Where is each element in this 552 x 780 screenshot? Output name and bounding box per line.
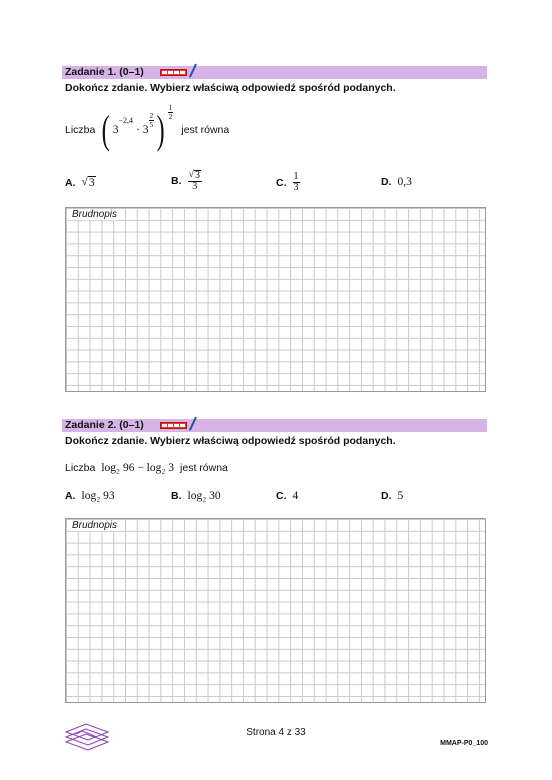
fraction bbox=[188, 170, 203, 192]
answer-1b[interactable] bbox=[171, 170, 202, 192]
denominator: 3 bbox=[192, 181, 198, 192]
scratch-label: Brudnopis bbox=[72, 520, 118, 531]
numerator: 1 bbox=[293, 171, 299, 182]
fraction bbox=[293, 172, 300, 193]
answer-letter: C. bbox=[276, 490, 287, 502]
base-1: 3 bbox=[112, 124, 119, 136]
outer-exponent-den: 2 bbox=[168, 111, 173, 121]
answer-letter: C. bbox=[276, 176, 287, 189]
answer-letter: D. bbox=[381, 176, 392, 188]
answer-value: log₂ 30 bbox=[187, 490, 221, 502]
task-2-title: Zadanie 2. (0–1) bbox=[65, 419, 144, 431]
score-box-icon bbox=[160, 69, 187, 76]
exponent-1: −2,4 bbox=[118, 116, 133, 125]
task-1-question bbox=[65, 103, 230, 152]
scratch-grid-2[interactable] bbox=[65, 518, 486, 703]
task-2-header bbox=[62, 419, 487, 432]
score-box-icon bbox=[160, 422, 187, 429]
answer-letter: A. bbox=[65, 490, 76, 502]
answer-1a[interactable] bbox=[65, 176, 96, 189]
answer-2c[interactable] bbox=[276, 490, 298, 502]
page-number: Strona 4 z 33 bbox=[246, 727, 306, 738]
document-code: MMAP-P0_100 bbox=[440, 740, 488, 747]
task-2-question bbox=[65, 462, 228, 474]
exponent-2-fraction bbox=[149, 112, 155, 128]
answer-letter: B. bbox=[171, 490, 182, 502]
log-expression: log₂ 96 − log₂ 3 bbox=[101, 462, 175, 474]
answer-value: 4 bbox=[292, 490, 299, 502]
scratch-grid-1[interactable] bbox=[65, 207, 486, 392]
question-prefix: Liczba bbox=[65, 124, 96, 136]
answer-2b[interactable] bbox=[171, 490, 221, 502]
answer-2a[interactable] bbox=[65, 490, 115, 502]
task-1-instruction: Dokończ zdanie. Wybierz właściwą odpowiedź spośród podanych. bbox=[65, 82, 396, 94]
answer-2d[interactable] bbox=[381, 490, 403, 502]
answer-value: 5 bbox=[397, 490, 404, 502]
task-2-instruction: Dokończ zdanie. Wybierz właściwą odpowiedź spośród podanych. bbox=[65, 435, 396, 447]
scratch-label: Brudnopis bbox=[72, 209, 118, 220]
outer-exponent-num: 1 bbox=[168, 103, 173, 112]
answer-letter: B. bbox=[171, 175, 182, 187]
radicand: 3 bbox=[195, 170, 200, 181]
outer-exponent-fraction bbox=[168, 104, 174, 120]
question-suffix: jest równa bbox=[181, 124, 230, 136]
numerator: √ 3 bbox=[188, 169, 200, 181]
exponent-2-den: 5 bbox=[149, 119, 154, 129]
power-expression bbox=[99, 103, 173, 152]
radicand: 3 bbox=[88, 177, 95, 189]
left-paren: ( bbox=[102, 107, 111, 152]
answer-1d[interactable] bbox=[381, 176, 412, 188]
denominator: 3 bbox=[293, 182, 299, 193]
exponent-2-num: 2 bbox=[149, 111, 154, 120]
answer-letter: A. bbox=[65, 176, 76, 189]
answer-1c[interactable] bbox=[276, 172, 300, 193]
question-suffix: jest równa bbox=[180, 462, 228, 474]
answer-value: log₂ 93 bbox=[81, 490, 115, 502]
answer-value: 0,3 bbox=[397, 176, 412, 188]
answer-letter: D. bbox=[381, 490, 392, 502]
sqrt-expression: √ 3 bbox=[81, 176, 95, 189]
pencil-icon bbox=[188, 416, 198, 432]
task-1-header bbox=[62, 66, 487, 79]
question-prefix: Liczba bbox=[65, 462, 96, 474]
right-paren: ) bbox=[156, 107, 165, 152]
pencil-icon bbox=[188, 63, 198, 79]
base-2: 3 bbox=[142, 124, 149, 136]
task-1-title: Zadanie 1. (0–1) bbox=[65, 66, 144, 78]
dot-operator: · bbox=[135, 124, 140, 136]
